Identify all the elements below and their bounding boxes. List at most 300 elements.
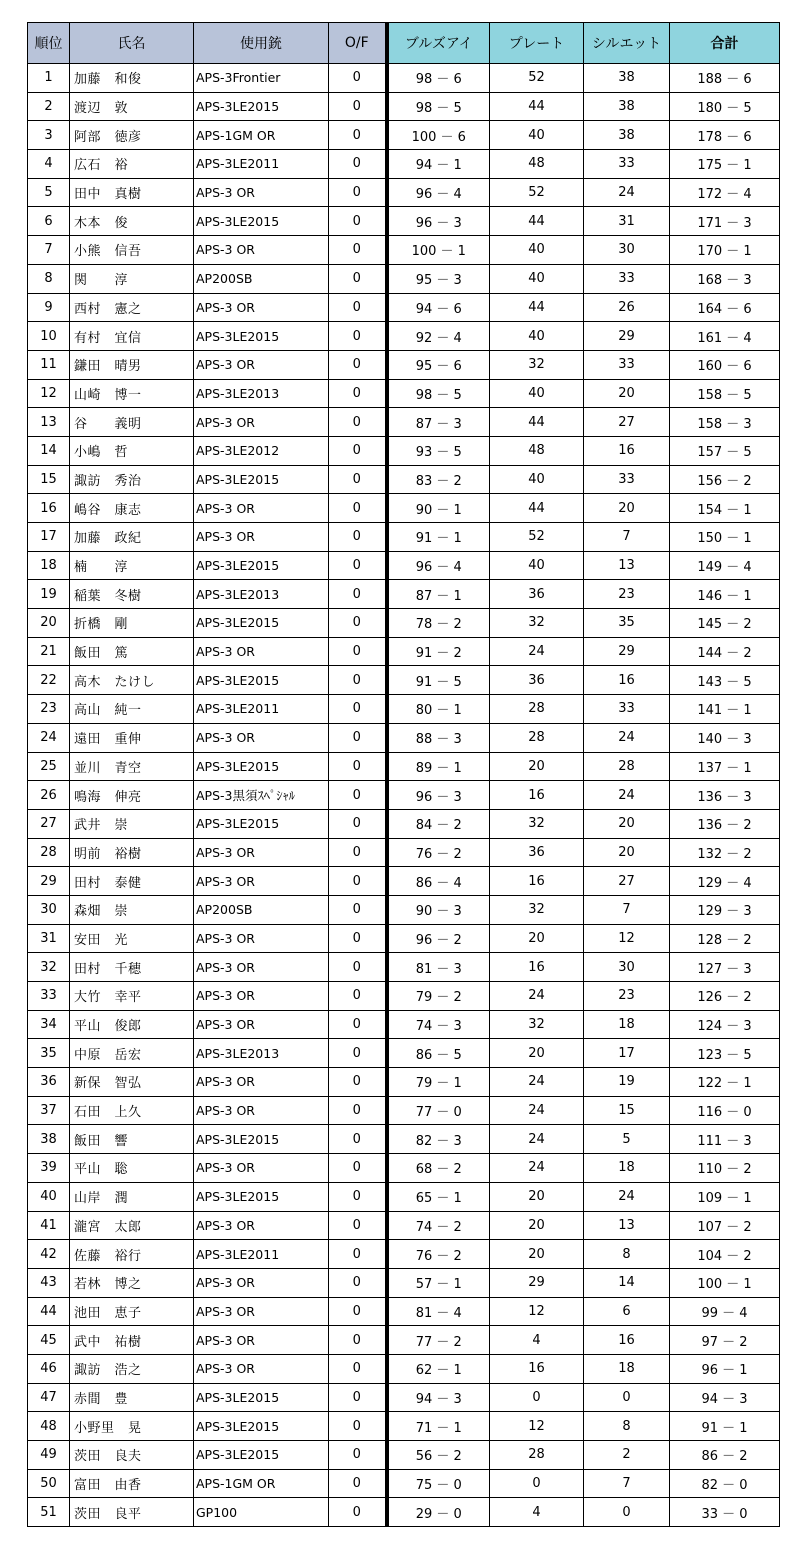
cell-gun: AP200SB [194,895,329,924]
cell-silhouette: 7 [584,523,670,552]
cell-total: 158 － 5 [670,379,780,408]
table-row [28,408,780,437]
cell-silhouette: 29 [584,322,670,351]
cell-bullseye: 91 － 2 [387,637,490,666]
cell-bullseye: 81 － 4 [387,1297,490,1326]
cell-plate: 52 [490,523,584,552]
cell-rank: 44 [28,1297,70,1326]
table-row [28,236,780,265]
cell-of: 0 [329,666,387,695]
cell-of: 0 [329,1383,387,1412]
cell-bullseye: 74 － 3 [387,1010,490,1039]
cell-total: 107 － 2 [670,1211,780,1240]
cell-total: 161 － 4 [670,322,780,351]
cell-name: 中原 岳宏 [70,1039,194,1068]
cell-rank: 16 [28,494,70,523]
cell-silhouette: 33 [584,465,670,494]
cell-total: 188 － 6 [670,64,780,93]
cell-total: 99 － 4 [670,1297,780,1326]
cell-total: 129 － 4 [670,867,780,896]
cell-silhouette: 2 [584,1441,670,1470]
cell-total: 132 － 2 [670,838,780,867]
cell-of: 0 [329,867,387,896]
cell-plate: 4 [490,1326,584,1355]
cell-silhouette: 38 [584,92,670,121]
cell-gun: APS-1GM OR [194,121,329,150]
cell-name: 瀧宮 太郎 [70,1211,194,1240]
cell-rank: 40 [28,1182,70,1211]
table-row [28,150,780,179]
cell-of: 0 [329,924,387,953]
cell-silhouette: 17 [584,1039,670,1068]
cell-total: 180 － 5 [670,92,780,121]
cell-gun: APS-1GM OR [194,1469,329,1498]
cell-bullseye: 92 － 4 [387,322,490,351]
cell-rank: 12 [28,379,70,408]
cell-of: 0 [329,1354,387,1383]
cell-bullseye: 98 － 5 [387,379,490,408]
cell-rank: 29 [28,867,70,896]
table-row [28,1182,780,1211]
cell-of: 0 [329,293,387,322]
header-name: 氏名 [70,23,194,64]
cell-silhouette: 19 [584,1068,670,1097]
cell-name: 並川 青空 [70,752,194,781]
cell-total: 156 － 2 [670,465,780,494]
cell-total: 104 － 2 [670,1240,780,1269]
cell-bullseye: 84 － 2 [387,809,490,838]
cell-rank: 47 [28,1383,70,1412]
cell-of: 0 [329,350,387,379]
cell-bullseye: 79 － 1 [387,1068,490,1097]
cell-rank: 28 [28,838,70,867]
cell-gun: APS-3LE2015 [194,752,329,781]
cell-name: 楠 淳 [70,551,194,580]
cell-name: 茨田 良平 [70,1498,194,1527]
cell-gun: APS-3 OR [194,236,329,265]
cell-rank: 48 [28,1412,70,1441]
cell-plate: 28 [490,695,584,724]
cell-total: 123 － 5 [670,1039,780,1068]
cell-plate: 40 [490,322,584,351]
cell-name: 田村 泰健 [70,867,194,896]
cell-plate: 48 [490,436,584,465]
cell-plate: 36 [490,838,584,867]
cell-rank: 3 [28,121,70,150]
cell-bullseye: 56 － 2 [387,1441,490,1470]
cell-plate: 28 [490,1441,584,1470]
cell-bullseye: 98 － 6 [387,64,490,93]
cell-of: 0 [329,752,387,781]
cell-gun: APS-3LE2015 [194,322,329,351]
cell-total: 170 － 1 [670,236,780,265]
cell-name: 赤間 豊 [70,1383,194,1412]
cell-total: 141 － 1 [670,695,780,724]
cell-plate: 24 [490,1068,584,1097]
cell-silhouette: 8 [584,1240,670,1269]
cell-silhouette: 8 [584,1412,670,1441]
cell-plate: 24 [490,1125,584,1154]
table-row [28,121,780,150]
cell-gun: APS-3黒須ｽﾍﾟｼｬﾙ [194,781,329,810]
cell-plate: 32 [490,895,584,924]
cell-silhouette: 33 [584,150,670,179]
table-header [28,23,780,64]
cell-gun: APS-3LE2015 [194,666,329,695]
cell-total: 168 － 3 [670,264,780,293]
cell-total: 124 － 3 [670,1010,780,1039]
cell-plate: 20 [490,1240,584,1269]
cell-gun: APS-3LE2013 [194,379,329,408]
cell-name: 鳴海 伸亮 [70,781,194,810]
cell-silhouette: 13 [584,551,670,580]
cell-total: 154 － 1 [670,494,780,523]
cell-rank: 42 [28,1240,70,1269]
cell-bullseye: 62 － 1 [387,1354,490,1383]
table-row [28,1441,780,1470]
table-row [28,752,780,781]
cell-name: 田村 千穂 [70,953,194,982]
cell-rank: 39 [28,1154,70,1183]
cell-of: 0 [329,1297,387,1326]
cell-bullseye: 93 － 5 [387,436,490,465]
cell-of: 0 [329,695,387,724]
table-row [28,92,780,121]
cell-gun: APS-3LE2011 [194,1240,329,1269]
cell-silhouette: 12 [584,924,670,953]
cell-rank: 10 [28,322,70,351]
cell-rank: 2 [28,92,70,121]
cell-bullseye: 100 － 6 [387,121,490,150]
table-body [28,64,780,1527]
cell-bullseye: 86 － 4 [387,867,490,896]
cell-silhouette: 24 [584,723,670,752]
cell-silhouette: 16 [584,1326,670,1355]
cell-total: 140 － 3 [670,723,780,752]
cell-rank: 31 [28,924,70,953]
table-row [28,1039,780,1068]
cell-bullseye: 96 － 4 [387,178,490,207]
cell-name: 富田 由香 [70,1469,194,1498]
cell-bullseye: 68 － 2 [387,1154,490,1183]
cell-silhouette: 16 [584,666,670,695]
cell-of: 0 [329,1182,387,1211]
cell-name: 鎌田 晴男 [70,350,194,379]
table-row [28,838,780,867]
cell-gun: APS-3 OR [194,637,329,666]
cell-of: 0 [329,609,387,638]
cell-name: 西村 憲之 [70,293,194,322]
cell-silhouette: 20 [584,838,670,867]
cell-rank: 23 [28,695,70,724]
cell-plate: 36 [490,666,584,695]
cell-gun: APS-3LE2013 [194,580,329,609]
cell-bullseye: 75 － 0 [387,1469,490,1498]
cell-plate: 48 [490,150,584,179]
cell-of: 0 [329,523,387,552]
cell-gun: APS-3 OR [194,1096,329,1125]
cell-rank: 45 [28,1326,70,1355]
cell-gun: APS-3 OR [194,408,329,437]
cell-bullseye: 77 － 0 [387,1096,490,1125]
table-row [28,809,780,838]
cell-rank: 51 [28,1498,70,1527]
cell-of: 0 [329,494,387,523]
table-row [28,609,780,638]
cell-name: 明前 裕樹 [70,838,194,867]
cell-silhouette: 5 [584,1125,670,1154]
cell-plate: 52 [490,64,584,93]
cell-silhouette: 7 [584,1469,670,1498]
cell-of: 0 [329,1125,387,1154]
cell-bullseye: 90 － 3 [387,895,490,924]
cell-silhouette: 16 [584,436,670,465]
cell-bullseye: 76 － 2 [387,1240,490,1269]
cell-total: 116 － 0 [670,1096,780,1125]
cell-gun: APS-3 OR [194,924,329,953]
cell-rank: 35 [28,1039,70,1068]
cell-plate: 20 [490,924,584,953]
cell-of: 0 [329,1068,387,1097]
cell-silhouette: 18 [584,1154,670,1183]
cell-rank: 32 [28,953,70,982]
cell-bullseye: 95 － 6 [387,350,490,379]
cell-silhouette: 28 [584,752,670,781]
header-silhouette: シルエット [584,23,670,64]
cell-gun: APS-3LE2015 [194,1412,329,1441]
cell-of: 0 [329,1498,387,1527]
cell-plate: 12 [490,1412,584,1441]
cell-silhouette: 38 [584,64,670,93]
cell-gun: APS-3 OR [194,838,329,867]
cell-total: 128 － 2 [670,924,780,953]
table-row [28,953,780,982]
table-row [28,1469,780,1498]
cell-plate: 24 [490,637,584,666]
cell-silhouette: 24 [584,178,670,207]
table-row [28,1297,780,1326]
table-row [28,264,780,293]
cell-of: 0 [329,121,387,150]
header-of: O/F [329,23,387,64]
cell-gun: APS-3LE2015 [194,1125,329,1154]
cell-gun: APS-3LE2015 [194,1441,329,1470]
cell-total: 100 － 1 [670,1268,780,1297]
cell-plate: 32 [490,809,584,838]
cell-silhouette: 27 [584,408,670,437]
cell-silhouette: 29 [584,637,670,666]
cell-rank: 27 [28,809,70,838]
cell-of: 0 [329,723,387,752]
cell-name: 池田 恵子 [70,1297,194,1326]
cell-gun: APS-3 OR [194,178,329,207]
cell-silhouette: 20 [584,494,670,523]
cell-gun: APS-3LE2015 [194,609,329,638]
cell-of: 0 [329,637,387,666]
cell-of: 0 [329,1268,387,1297]
cell-rank: 33 [28,982,70,1011]
cell-silhouette: 0 [584,1498,670,1527]
cell-silhouette: 20 [584,809,670,838]
table-row [28,1354,780,1383]
cell-total: 136 － 3 [670,781,780,810]
table-row [28,1211,780,1240]
cell-gun: APS-3 OR [194,1154,329,1183]
cell-rank: 22 [28,666,70,695]
cell-silhouette: 15 [584,1096,670,1125]
cell-gun: APS-3 OR [194,1211,329,1240]
cell-rank: 38 [28,1125,70,1154]
cell-bullseye: 88 － 3 [387,723,490,752]
table-row [28,1154,780,1183]
cell-gun: APS-3 OR [194,523,329,552]
table-row [28,1240,780,1269]
cell-plate: 32 [490,350,584,379]
cell-rank: 18 [28,551,70,580]
cell-gun: APS-3LE2015 [194,1383,329,1412]
cell-of: 0 [329,64,387,93]
cell-name: 有村 宜信 [70,322,194,351]
cell-bullseye: 90 － 1 [387,494,490,523]
cell-plate: 29 [490,1268,584,1297]
cell-rank: 17 [28,523,70,552]
table-row [28,178,780,207]
cell-total: 129 － 3 [670,895,780,924]
table-row [28,580,780,609]
cell-total: 160 － 6 [670,350,780,379]
cell-gun: APS-3 OR [194,1068,329,1097]
cell-total: 145 － 2 [670,609,780,638]
cell-plate: 24 [490,982,584,1011]
cell-bullseye: 79 － 2 [387,982,490,1011]
cell-silhouette: 24 [584,1182,670,1211]
cell-name: 武中 祐樹 [70,1326,194,1355]
cell-rank: 26 [28,781,70,810]
cell-plate: 44 [490,293,584,322]
cell-gun: APS-3LE2011 [194,695,329,724]
table-row [28,895,780,924]
cell-total: 86 － 2 [670,1441,780,1470]
cell-gun: APS-3LE2015 [194,809,329,838]
cell-bullseye: 78 － 2 [387,609,490,638]
cell-name: 加藤 政紀 [70,523,194,552]
cell-gun: APS-3 OR [194,293,329,322]
cell-plate: 0 [490,1383,584,1412]
table-row [28,1068,780,1097]
cell-gun: APS-3LE2012 [194,436,329,465]
cell-silhouette: 35 [584,609,670,638]
table-row [28,523,780,552]
cell-silhouette: 13 [584,1211,670,1240]
cell-bullseye: 100 － 1 [387,236,490,265]
cell-rank: 49 [28,1441,70,1470]
cell-bullseye: 91 － 5 [387,666,490,695]
cell-of: 0 [329,781,387,810]
cell-name: 飯田 響 [70,1125,194,1154]
cell-total: 144 － 2 [670,637,780,666]
cell-total: 82 － 0 [670,1469,780,1498]
cell-of: 0 [329,838,387,867]
cell-silhouette: 18 [584,1010,670,1039]
cell-plate: 32 [490,609,584,638]
cell-total: 143 － 5 [670,666,780,695]
table-row [28,924,780,953]
cell-bullseye: 76 － 2 [387,838,490,867]
cell-name: 若林 博之 [70,1268,194,1297]
cell-total: 33 － 0 [670,1498,780,1527]
cell-total: 96 － 1 [670,1354,780,1383]
cell-name: 嶋谷 康志 [70,494,194,523]
cell-of: 0 [329,1412,387,1441]
cell-gun: APS-3LE2013 [194,1039,329,1068]
cell-rank: 30 [28,895,70,924]
cell-total: 109 － 1 [670,1182,780,1211]
cell-silhouette: 33 [584,350,670,379]
cell-silhouette: 14 [584,1268,670,1297]
cell-silhouette: 31 [584,207,670,236]
cell-of: 0 [329,408,387,437]
cell-total: 146 － 1 [670,580,780,609]
cell-bullseye: 89 － 1 [387,752,490,781]
table-row [28,1383,780,1412]
cell-bullseye: 74 － 2 [387,1211,490,1240]
cell-bullseye: 87 － 1 [387,580,490,609]
cell-name: 諏訪 秀治 [70,465,194,494]
header-gun: 使用銃 [194,23,329,64]
cell-rank: 19 [28,580,70,609]
cell-silhouette: 30 [584,236,670,265]
cell-bullseye: 80 － 1 [387,695,490,724]
cell-bullseye: 96 － 2 [387,924,490,953]
cell-of: 0 [329,1096,387,1125]
cell-gun: APS-3 OR [194,1326,329,1355]
cell-name: 折橋 剛 [70,609,194,638]
cell-of: 0 [329,379,387,408]
cell-name: 新保 智弘 [70,1068,194,1097]
cell-name: 小野里 晃 [70,1412,194,1441]
table-row [28,1412,780,1441]
cell-plate: 12 [490,1297,584,1326]
cell-name: 山岸 潤 [70,1182,194,1211]
cell-name: 小嶋 哲 [70,436,194,465]
cell-name: 遠田 重伸 [70,723,194,752]
table-row [28,207,780,236]
cell-silhouette: 30 [584,953,670,982]
table-row [28,781,780,810]
table-row [28,1010,780,1039]
table-row [28,322,780,351]
cell-of: 0 [329,1154,387,1183]
cell-of: 0 [329,1240,387,1269]
cell-name: 石田 上久 [70,1096,194,1125]
table-row [28,637,780,666]
cell-bullseye: 94 － 3 [387,1383,490,1412]
cell-of: 0 [329,92,387,121]
cell-total: 171 － 3 [670,207,780,236]
cell-plate: 40 [490,551,584,580]
cell-rank: 41 [28,1211,70,1240]
cell-rank: 8 [28,264,70,293]
cell-rank: 4 [28,150,70,179]
cell-of: 0 [329,1441,387,1470]
cell-gun: APS-3 OR [194,982,329,1011]
cell-of: 0 [329,809,387,838]
cell-silhouette: 6 [584,1297,670,1326]
cell-rank: 13 [28,408,70,437]
header-total: 合計 [670,23,780,64]
cell-silhouette: 18 [584,1354,670,1383]
cell-of: 0 [329,1039,387,1068]
